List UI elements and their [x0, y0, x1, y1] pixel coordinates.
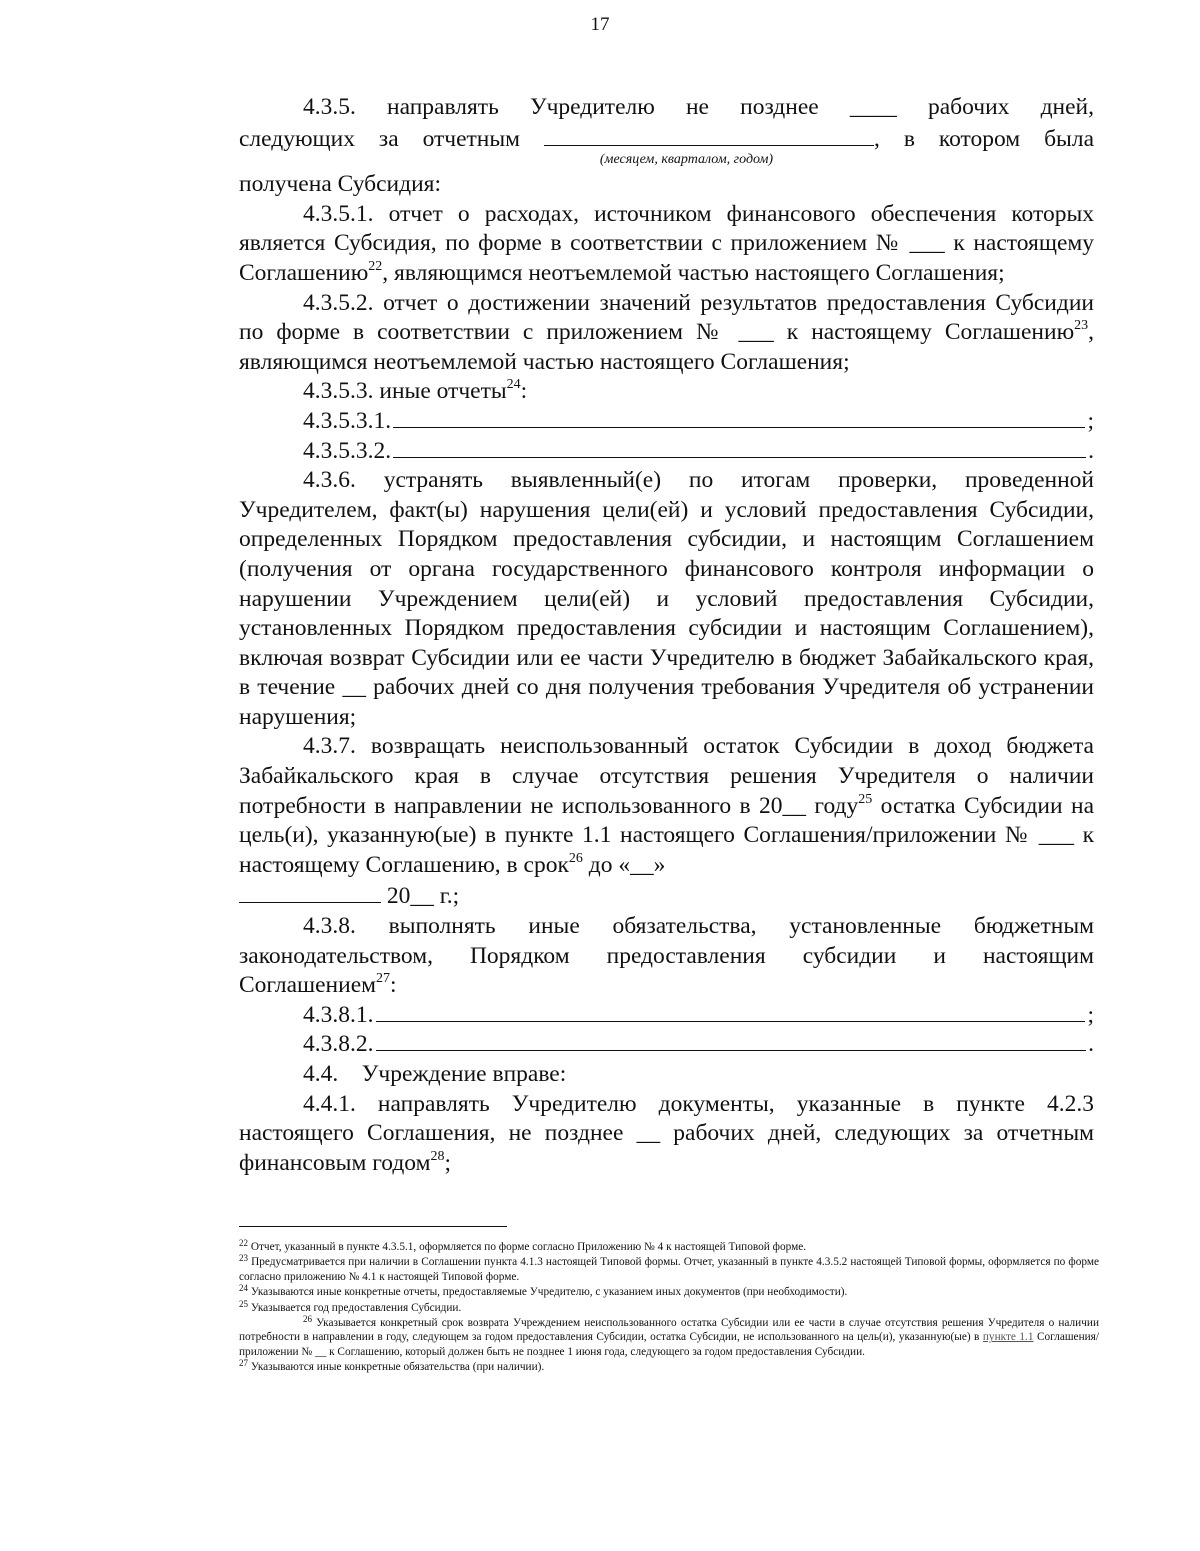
- blank-period-field: [544, 123, 874, 146]
- footnote-26: $^{26}$ Указывается конкретный срок возврата Учреждением неиспользованного остатка Субсидии или ее части в случае отсутствия решения Учредителя о наличии потребности в направлении в году, следующем за годом предоставления Субсидии, остатка Субсидии, не использованного на цель(и), указанную(ые) в пункте 1.1 Соглашения/приложении № __ к Соглашению, который должен быть не позднее 1 июня года, следующего за годом предоставления Субсидии.: [239, 1314, 1099, 1358]
- page-number: 17: [590, 14, 610, 35]
- para-4-3-5-line3: получена Субсидия:: [239, 171, 441, 198]
- blank-date-field: [239, 880, 381, 903]
- footnote-24: $^{24}$ Указываются иные конкретные отчеты, предоставляемые Учредителю, с указанием иных документов (при необходимости).: [239, 1283, 848, 1299]
- para-4-3-5-1: 4.3.5.1. отчет о расходах, источником финансового обеспечения которых является Субсидия, по форме в соответствии с приложением № ___ к настоящему Соглашению$^{22}$, являющимся неотъемлемой частью настоящего Соглашения;: [239, 200, 1094, 286]
- blank-line: [376, 1001, 1086, 1022]
- document-body: [239, 93, 1094, 1178]
- footnote-25: $^{25}$ Указывается год предоставления Субсидии.: [239, 1298, 462, 1314]
- item-4-3-8-1: 4.3.8.1. ;: [303, 1001, 1094, 1028]
- blank-line: [376, 1030, 1087, 1051]
- item-4-3-5-3-1: 4.3.5.3.1. ;: [303, 407, 1094, 434]
- footnote-23: $^{23}$ Предусматривается при наличии в Соглашении пункта 4.1.3 настоящей Типовой формы. Отчет, указанный в пункте 4.3.5.2 настоящей Типовой формы, оформляется по форме согласно приложению № 4.1 к настоящей Типовой форме.: [239, 1253, 1099, 1283]
- item-4-3-8-2: 4.3.8.2. .: [303, 1031, 1094, 1058]
- para-4-3-7-date: 20__ г.;: [239, 880, 1094, 912]
- para-4-3-6: 4.3.6. устранять выявленный(е) по итогам проверки, проведенной Учредителем, факт(ы) нарушения цели(ей) и условий предоставления Субсидии, определенных Порядком предоставления субсидии, и настоящим Соглашением (получения от органа государственного финансового контроля информации о нарушении Учреждением цели(ей) и условий предоставления Субсидии, установленных Порядком предоставления субсидии и настоящим Соглашением), включая возврат Субсидии или ее части Учредителю в бюджет Забайкальского края, в течение __ рабочих дней со дня получения требования Учредителя об устранении нарушения;: [239, 467, 1094, 730]
- footnote-ref-27: 27: [376, 971, 391, 987]
- footnote-ref-28: 28: [430, 1148, 445, 1164]
- item-4-3-5-3-2: 4.3.5.3.2. .: [303, 437, 1094, 464]
- para-4-3-5-3: 4.3.5.3. иные отчеты$^{24}$:: [303, 377, 528, 405]
- para-4-3-5-2: 4.3.5.2. отчет о достижении значений результатов предоставления Субсидии по форме в соответствии с приложением № ___ к настоящему Соглашению$^{23}$, являющимся неотъемлемой частью настоящего Соглашения;: [239, 289, 1094, 375]
- blank-line: [393, 407, 1085, 428]
- footnotes: [239, 1240, 1099, 1376]
- blank-line: [393, 437, 1086, 458]
- link-punkt-1-1[interactable]: пункте 1.1: [982, 1331, 1034, 1344]
- para-4-3-5-line1: 4.3.5. направлять Учредителю не позднее ____ рабочих дней,: [303, 94, 1094, 120]
- para-4-4-1: 4.4.1. направлять Учредителю документы, указанные в пункте 4.2.3 настоящего Соглашения, не позднее __ рабочих дней, следующих за отчетным финансовым годом$^{28}$;: [239, 1090, 1094, 1176]
- footnote-ref-24: 24: [506, 377, 521, 393]
- footnote-ref-22: 22: [368, 258, 383, 274]
- footnote-22: $^{22}$ Отчет, указанный в пункте 4.3.5.1, оформляется по форме согласно Приложению № 4 к настоящей Типовой форме.: [239, 1238, 807, 1253]
- footnote-separator: [239, 1226, 507, 1227]
- footnote-ref-26: 26: [568, 850, 583, 866]
- footnote-ref-23: 23: [1074, 318, 1089, 334]
- footnote-ref-25: 25: [858, 791, 873, 807]
- period-caption: (месяцем, кварталом, годом): [599, 152, 774, 168]
- para-4-3-7: 4.3.7. возвращать неиспользованный остаток Субсидии в доход бюджета Забайкальского края в случае отсутствия решения Учредителя о наличии потребности в направлении не использованного в 20__ году$^{25}$ остатка Субсидии на цель(и), указанную(ые) в пункте 1.1 настоящего Соглашения/приложении № ___ к настоящему Соглашению, в срок$^{26}$ до «__»: [239, 733, 1095, 878]
- para-4-3-8: 4.3.8. выполнять иные обязательства, установленные бюджетным законодательством, Порядком предоставления субсидии и настоящим Соглашением$^{27}$:: [239, 913, 1094, 999]
- para-4-3-5-line2: следующих за отчетным , в котором была: [239, 123, 1094, 155]
- para-4-4: 4.4. Учреждение вправе:: [303, 1061, 567, 1087]
- footnote-27: $^{27}$ Указываются иные конкретные обязательства (при наличии).: [239, 1358, 545, 1374]
